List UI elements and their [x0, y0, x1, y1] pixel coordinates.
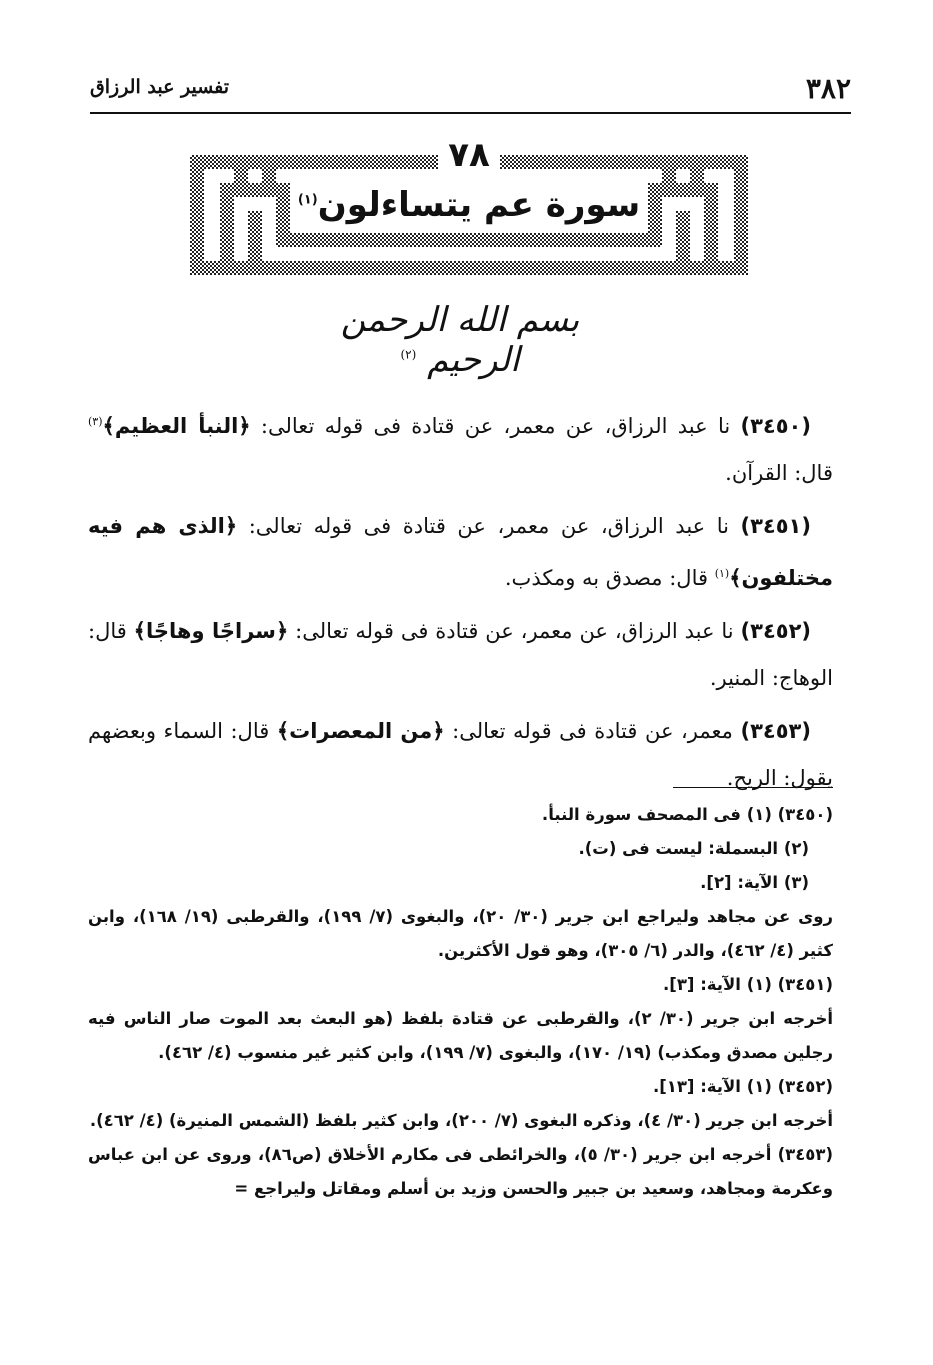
footnote-line: (٣٤٥٠) (١) فى المصحف سورة النبأ.	[541, 805, 833, 824]
basmala: بسم الله الرحمن الرحيم $^{(٢)}$	[340, 300, 580, 380]
surah-title: سورة عم يتساءلون$^{(١)}$	[297, 185, 641, 225]
quran-quote: ﴿من المعصرات﴾	[276, 719, 445, 743]
footnote-line: (٣٤٥٢) (١) الآية: [١٣].	[652, 1077, 833, 1096]
quran-quote: ﴿سراجًا وهاجًا﴾	[133, 619, 289, 643]
header-rule	[90, 112, 851, 114]
hadith-3452: (٣٤٥٢) نا عبد الرزاق، عن معمر، عن قتادة فى قوله تعالى: ﴿سراجًا وهاجًا﴾ قال: الوهاج: المنير.	[88, 619, 833, 690]
footnote-line: (٢) البسملة: ليست فى (ت).	[578, 839, 809, 858]
basmala-note: (٢)	[400, 347, 417, 362]
quran-quote: ﴿الذى هم فيه مختلفون﴾	[88, 514, 833, 590]
surah-number: ٧٨	[190, 135, 748, 175]
footnote-line: (٣٤٥١) (١) الآية: [٣].	[663, 975, 833, 994]
footnote-line: أخرجه ابن جرير (٣٠/ ٤)، وذكره البغوى (٧/ ٢٠٠)، وابن كثير بلفظ (الشمس المنيرة) (٤/ ٤٦٢).	[89, 1111, 833, 1130]
hadith-3450: (٣٤٥٠) نا عبد الرزاق، عن معمر، عن قتادة فى قوله تعالى: ﴿النبأ العظيم﴾$^{(٣)}$ قال: القرآن.	[88, 414, 833, 485]
footnote-separator	[673, 787, 833, 788]
hadith-3451: (٣٤٥١) نا عبد الرزاق، عن معمر، عن قتادة فى قوله تعالى: ﴿الذى هم فيه مختلفون﴾$^{(١)}$ قال: مصدق به ومكذب.	[88, 514, 833, 590]
footnote-line: (٣) الآية: [٢].	[700, 873, 809, 892]
surah-banner	[190, 137, 748, 275]
surah-title-note: (١)	[297, 192, 318, 208]
quran-quote: ﴿النبأ العظيم﴾	[102, 414, 251, 438]
footnote-line: (٣٤٥٣) أخرجه ابن جرير (٣٠/ ٥)، والخرائطى فى مكارم الأخلاق (ص٨٦)، وروى عن ابن عباس وعكرمة ومجاهد، وسعيد بن جبير والحسن وزيد بن أسلم ومقاتل وليراجع =	[88, 1145, 833, 1198]
footnotes	[88, 798, 833, 1206]
running-title: تفسير عبد الرزاق	[90, 76, 230, 98]
running-header	[90, 72, 851, 108]
page-number: ٣٨٢	[805, 72, 851, 105]
main-text	[88, 398, 833, 808]
hadith-3453: (٣٤٥٣) معمر، عن قتادة فى قوله تعالى: ﴿من المعصرات﴾ قال: السماء وبعضهم يقول: الريح.	[88, 719, 833, 790]
footnote-line: روى عن مجاهد وليراجع ابن جرير (٣٠/ ٢٠)، والبغوى (٧/ ١٩٩)، والقرطبى (١٩/ ١٦٨)، وابن كثير (٤/ ٤٦٢)، والدر (٦/ ٣٠٥)، وهو قول الأكثرين.	[88, 907, 833, 960]
footnote-line: أخرجه ابن جرير (٣٠/ ٢)، والقرطبى عن قتادة بلفظ (هو البعث بعد الموت صار الناس فيه رجلين مصدق ومكذب) (١٩/ ١٧٠)، والبغوى (٧/ ١٩٩)، وابن كثير غير منسوب (٤/ ٤٦٢).	[88, 1009, 833, 1062]
